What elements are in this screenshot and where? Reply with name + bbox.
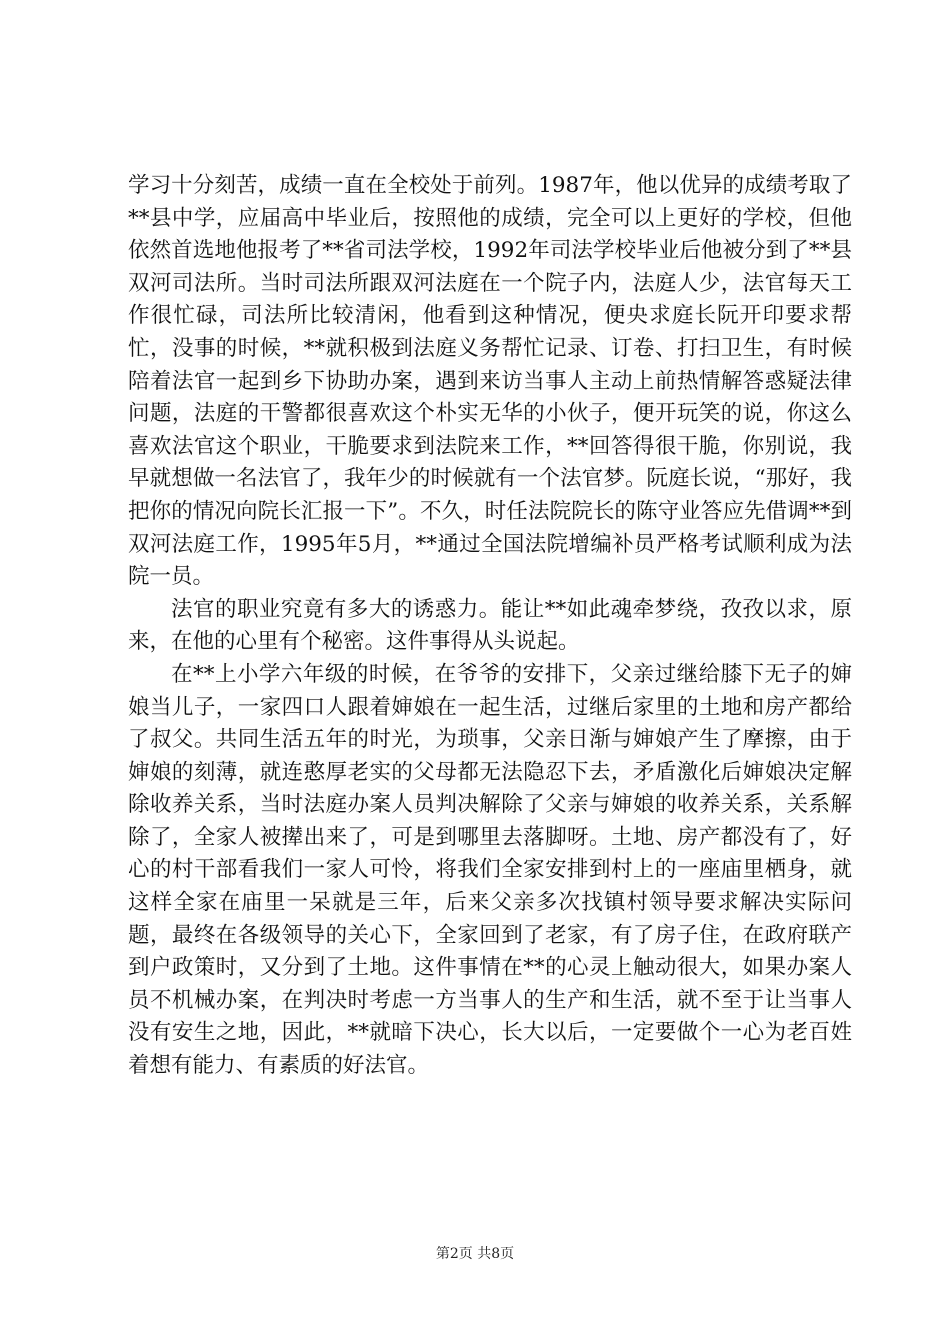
page-number-label: 第2页 共8页 <box>435 1246 515 1262</box>
page-footer <box>0 1243 950 1263</box>
paragraph-2: 法官的职业究竟有多大的诱惑力。能让**如此魂牵梦绕，孜孜以求，原来，在他的心里有个秘密。这件事得从头说起。 <box>128 596 852 655</box>
paragraph-1: 学习十分刻苦，成绩一直在全校处于前列。1987年，他以优异的成绩考取了**县中学，应届高中毕业后，按照他的成绩，完全可以上更好的学校，但他依然首选地他报考了**省司法学校，1992年司法学校毕业后他被分到了**县双河司法所。当时司法所跟双河法庭在一个院子内，法庭人少，法官每天工作很忙碌，司法所比较清闲，他看到这种情况，便央求庭长阮开印要求帮忙，没事的时候，**就积极到法庭义务帮忙记录、订卷、打扫卫生，有时候陪着法官一起到乡下协助办案，遇到来访当事人主动上前热情解答惑疑法律问题，法庭的干警都很喜欢这个朴实无华的小伙子，便开玩笑的说，你这么喜欢法官这个职业，干脆要求到法院来工作，**回答得很干脆，你别说，我早就想做一名法官了，我年少的时候就有一个法官梦。阮庭长说，“那好，我把你的情况向院长汇报一下”。不久，时任法院院长的陈守业答应先借调**到双河法庭工作，1995年5月，**通过全国法院增编补员严格考试顺利成为法院一员。 <box>128 173 852 590</box>
paragraph-3: 在**上小学六年级的时候，在爷爷的安排下，父亲过继给膝下无子的婶娘当儿子，一家四口人跟着婶娘在一起生活，过继后家里的土地和房产都给了叔父。共同生活五年的时光，为琐事，父亲日渐与婶娘产生了摩擦，由于婶娘的刻薄，就连憨厚老实的父母都无法隐忍下去，矛盾激化后婶娘决定解除收养关系，当时法庭办案人员判决解除了父亲与婶娘的收养关系，关系解除了，全家人被撵出来了，可是到哪里去落脚呀。土地、房产都没有了，好心的村干部看我们一家人可怜，将我们全家安排到村上的一座庙里栖身，就这样全家在庙里一呆就是三年，后来父亲多次找镇村领导要求解决实际问题，最终在各级领导的关心下，全家回到了老家，有了房子住，在政府联产到户政策时，又分到了土地。这件事情在**的心灵上触动很大，如果办案人员不机械办案，在判决时考虑一方当事人的生产和生活，就不至于让当事人没有安生之地，因此，**就暗下决心，长大以后，一定要做个一心为老百姓着想有能力、有素质的好法官。 <box>128 661 852 1079</box>
document-body <box>128 170 852 1083</box>
